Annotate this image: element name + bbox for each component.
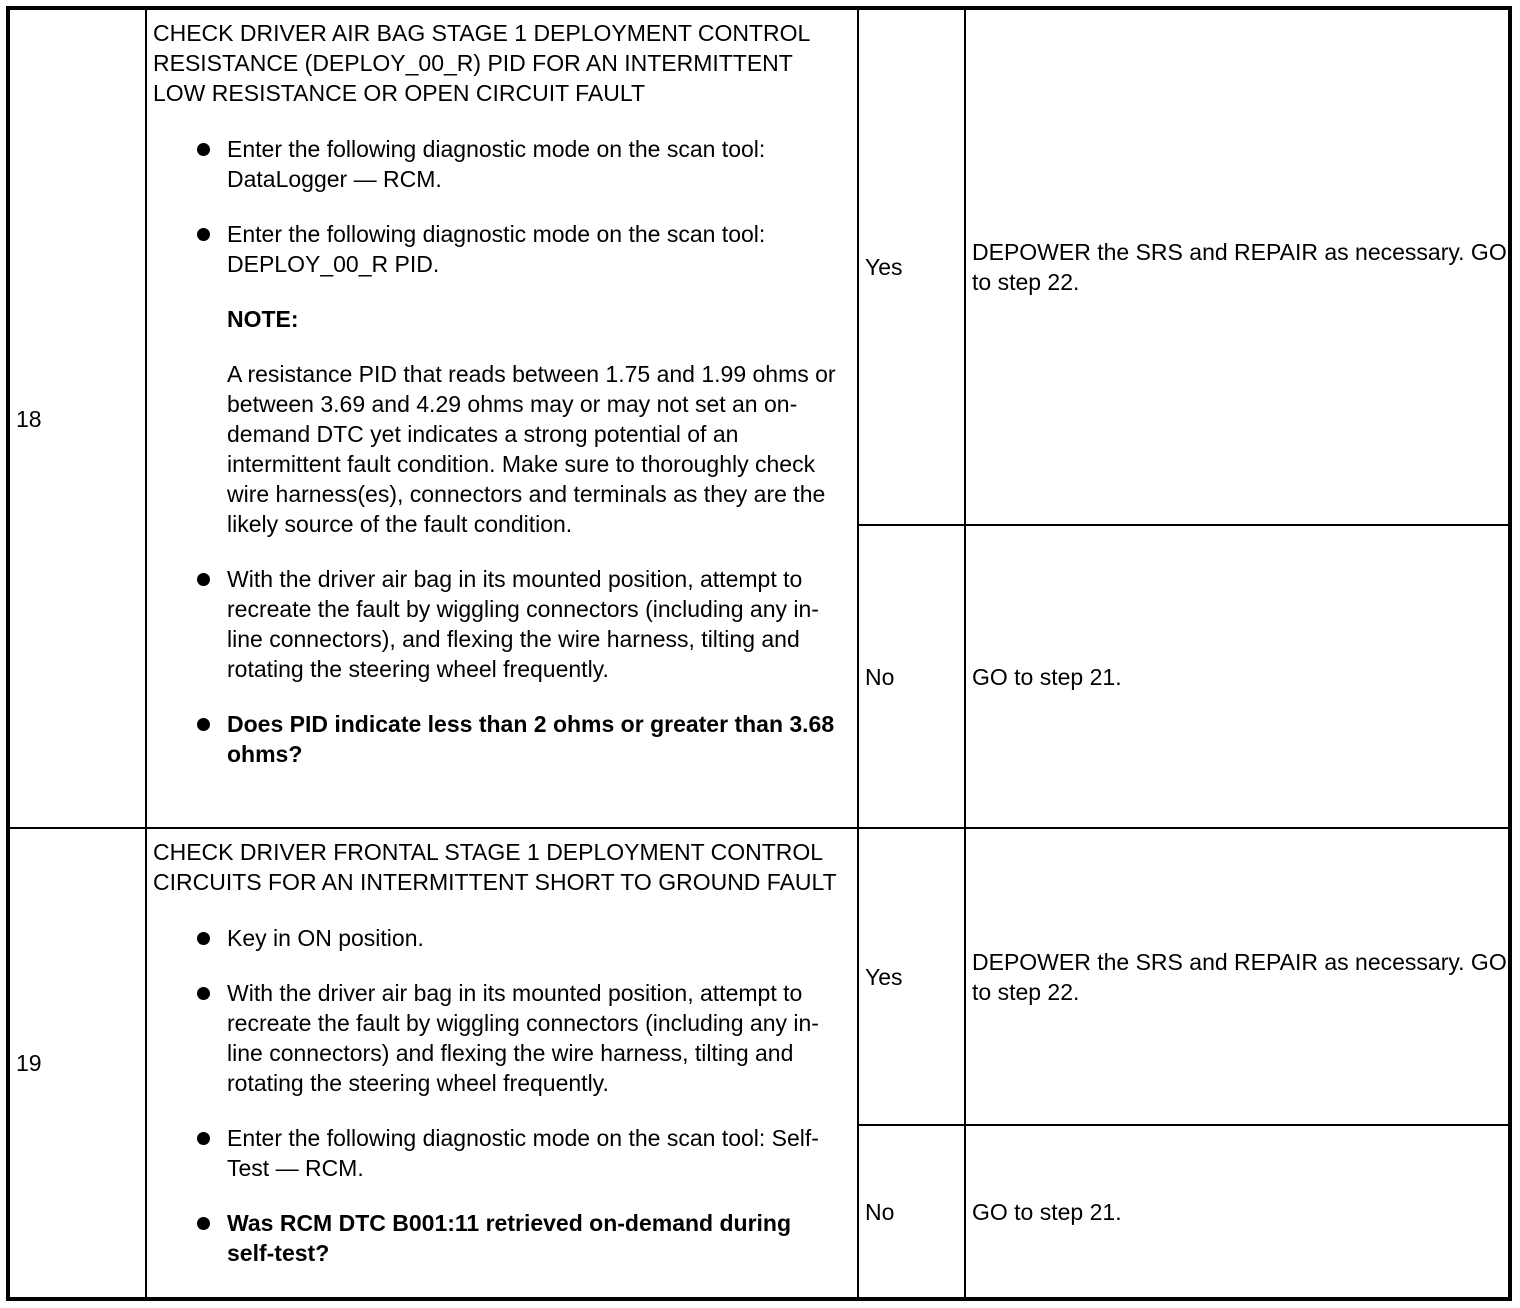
action-yes: DEPOWER the SRS and REPAIR as necessary. GO to step 22. [965, 828, 1510, 1125]
answer-no: No [858, 1125, 965, 1299]
bullet-question: Was RCM DTC B001:11 retrieved on-demand during self-test? [227, 1208, 837, 1268]
bullet-item: Key in ON position. [227, 923, 837, 953]
bullet-question: Does PID indicate less than 2 ohms or greater than 3.68 ohms? [227, 709, 837, 769]
bullet-item: With the driver air bag in its mounted position, attempt to recreate the fault by wiggling connectors (including any in-line connectors), and flexing the wire harness, tilting and rotating the steering wheel frequently. [227, 564, 837, 684]
action-no: GO to step 21. [965, 1125, 1510, 1299]
answer-yes: Yes [858, 8, 965, 525]
bullet-item [227, 219, 837, 539]
bullet-item: Enter the following diagnostic mode on the scan tool: DataLogger — RCM. [227, 134, 837, 194]
answer-yes: Yes [858, 828, 965, 1125]
answer-no: No [858, 525, 965, 828]
step-number: 18 [8, 8, 146, 828]
step-title: CHECK DRIVER AIR BAG STAGE 1 DEPLOYMENT CONTROL RESISTANCE (DEPLOY_00_R) PID FOR AN INTERMITTENT LOW RESISTANCE OR OPEN CIRCUIT FAULT [153, 20, 810, 106]
action-yes: DEPOWER the SRS and REPAIR as necessary. GO to step 22. [965, 8, 1510, 525]
bullet-item: Enter the following diagnostic mode on the scan tool: Self-Test — RCM. [227, 1123, 837, 1183]
step-title: CHECK DRIVER FRONTAL STAGE 1 DEPLOYMENT CONTROL CIRCUITS FOR AN INTERMITTENT SHORT TO GROUND FAULT [153, 839, 837, 895]
step-description [146, 828, 858, 1299]
step-number: 19 [8, 828, 146, 1299]
note-label: NOTE: [227, 306, 299, 332]
step-bullet-list [153, 134, 837, 769]
bullet-text: Enter the following diagnostic mode on the scan tool: DEPLOY_00_R PID. [227, 221, 766, 277]
step-bullet-list [153, 923, 837, 1268]
step-description [146, 8, 858, 828]
note-text: A resistance PID that reads between 1.75 and 1.99 ohms or between 3.69 and 4.29 ohms may or may not set an on-demand DTC yet indicates a strong potential of an intermittent fault condition. Make sure to thoroughly check wire harness(es), connectors and terminals as they are the likely source of the fault condition. [227, 361, 836, 537]
step-19-row-yes [8, 828, 1510, 1125]
step-18-row-yes [8, 8, 1510, 525]
bullet-item: With the driver air bag in its mounted position, attempt to recreate the fault by wiggling connectors (including any in-line connectors) and flexing the wire harness, tilting and rotating the steering wheel frequently. [227, 978, 837, 1098]
diagnostic-steps-table [6, 6, 1512, 1301]
action-no: GO to step 21. [965, 525, 1510, 828]
